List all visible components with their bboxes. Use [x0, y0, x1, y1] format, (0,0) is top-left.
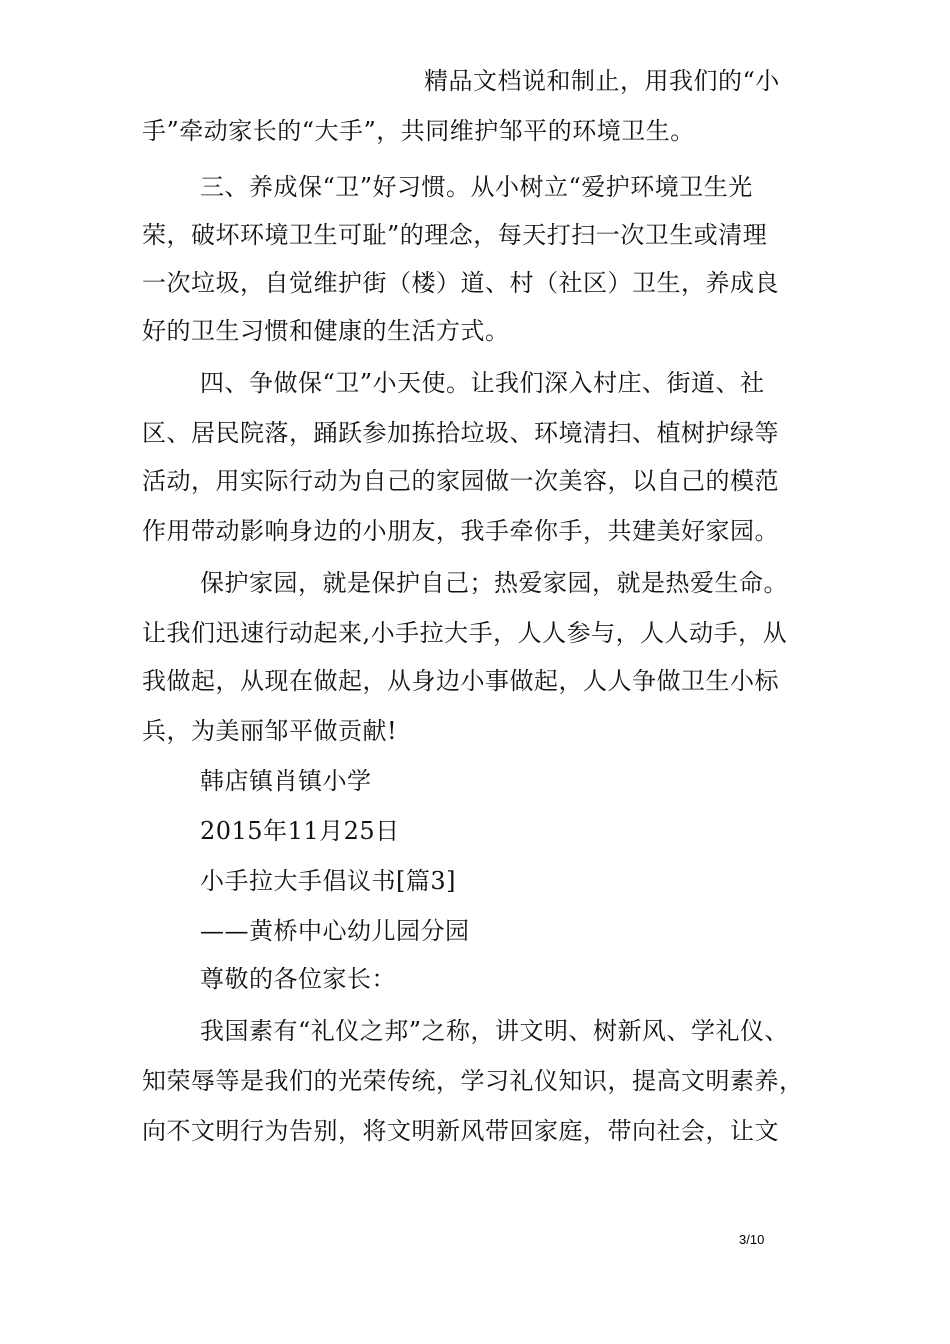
text-line: 保护家园，就是保护自己；热爱家园，就是热爱生命。	[200, 569, 788, 597]
text-line: 知荣辱等是我们的光荣传统，学习礼仪知识，提高文明素养，	[142, 1067, 804, 1095]
text-line: 手”牵动家长的“大手”，共同维护邹平的环境卫生。	[142, 117, 695, 145]
text-line: 兵，为美丽邹平做贡献!	[142, 717, 398, 745]
text-line: 精品文档说和制止，用我们的“小	[424, 67, 780, 95]
text-line: 荣，破坏环境卫生可耻”的理念，每天打扫一次卫生或清理	[142, 221, 768, 249]
salutation: 尊敬的各位家长：	[200, 965, 396, 993]
text-line: 好的卫生习惯和健康的生活方式。	[142, 317, 510, 345]
signature-organization: 韩店镇肖镇小学	[200, 767, 372, 795]
text-line: 让我们迅速行动起来,小手拉大手，人人参与，人人动手，从	[142, 619, 788, 647]
signature-date: 2015年11月25日	[200, 817, 400, 845]
text-line: 向不文明行为告别，将文明新风带回家庭，带向社会，让文	[142, 1117, 779, 1145]
text-line: 一次垃圾，自觉维护街（楼）道、村（社区）卫生，养成良	[142, 269, 779, 297]
text-line: 四、争做保“卫”小天使。让我们深入村庄、街道、社	[200, 369, 765, 397]
text-line: 作用带动影响身边的小朋友，我手牵你手，共建美好家园。	[142, 517, 779, 545]
page-number: 3/10	[739, 1232, 765, 1247]
text-line: 我做起，从现在做起，从身边小事做起，人人争做卫生小标	[142, 667, 779, 695]
text-line: 三、养成保“卫”好习惯。从小树立“爱护环境卫生光	[200, 173, 753, 201]
section-subtitle: ——黄桥中心幼儿园分园	[200, 917, 470, 945]
section-title: 小手拉大手倡议书[篇3]	[200, 867, 456, 895]
text-line: 活动，用实际行动为自己的家园做一次美容，以自己的模范	[142, 467, 779, 495]
text-line: 区、居民院落，踊跃参加拣拾垃圾、环境清扫、植树护绿等	[142, 419, 779, 447]
text-line: 我国素有“礼仪之邦”之称，讲文明、树新风、学礼仪、	[200, 1017, 790, 1045]
